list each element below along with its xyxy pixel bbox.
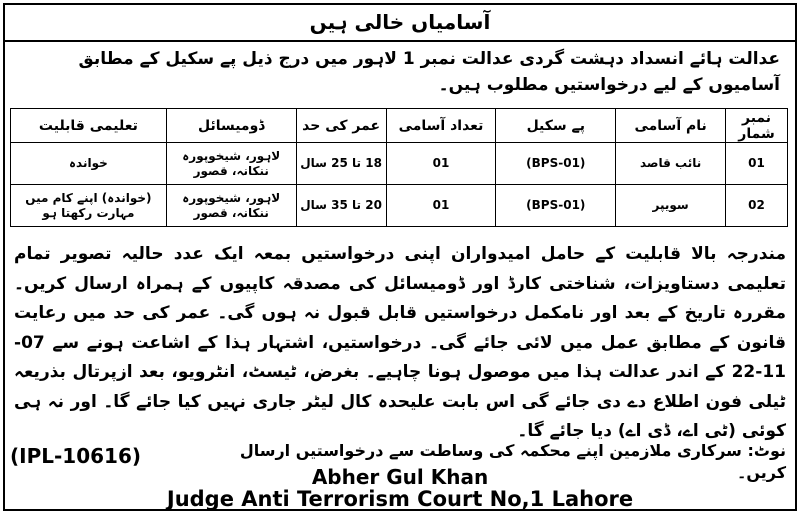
- signer-name: Abher Gul Khan: [311, 465, 489, 489]
- header-education: تعلیمی قابلیت: [11, 109, 167, 143]
- table-header-row: [11, 109, 788, 143]
- vacancy-table: [10, 108, 788, 227]
- signer-designation: Judge Anti Terrorism Court No,1 Lahore: [166, 487, 634, 511]
- cell-serial: 01: [726, 143, 788, 185]
- intro-paragraph: عدالت ہائے انسداد دہشت گردی عدالت نمبر 1 لاہور میں درج ذیل پے سکیل کے مطابق آسامیوں کے لیے درخواستیں مطلوب ہیں۔: [78, 49, 780, 95]
- header-age-limit: عمر کی حد: [296, 109, 386, 143]
- ipl-reference: (IPL-10616): [10, 444, 142, 468]
- cell-post-name: نائب قاصد: [616, 143, 726, 185]
- table-row: [11, 143, 788, 185]
- header-serial: نمبر شمار: [726, 109, 788, 143]
- cell-education: خواندہ: [11, 143, 167, 185]
- header-domicile: ڈومیسائل: [166, 109, 296, 143]
- header-post-name: نام آسامی: [616, 109, 726, 143]
- cell-post-count: 01: [386, 143, 496, 185]
- cell-pay-scale: (BPS-01): [496, 185, 616, 227]
- table-row: [11, 185, 788, 227]
- cell-pay-scale: (BPS-01): [496, 143, 616, 185]
- note-text: نوٹ: سرکاری ملازمین اپنے محکمہ کی وساطت سے درخواستیں ارسال کریں۔: [239, 441, 786, 482]
- header-post-count: تعداد آسامی: [386, 109, 496, 143]
- header-pay-scale: پے سکیل: [496, 109, 616, 143]
- banner-title: آسامیاں خالی ہیں: [309, 10, 491, 34]
- cell-domicile: لاہور، شیخوپورہ ننکانہ، قصور: [166, 185, 296, 227]
- cell-education: (خواندہ) اپنے کام میں مہارت رکھتا ہو: [11, 185, 167, 227]
- cell-age-limit: 18 تا 25 سال: [296, 143, 386, 185]
- cell-domicile: لاہور، شیخوپورہ ننکانہ، قصور: [166, 143, 296, 185]
- cell-post-name: سویپر: [616, 185, 726, 227]
- cell-age-limit: 20 تا 35 سال: [296, 185, 386, 227]
- banner-divider: [4, 40, 796, 42]
- instructions-paragraph: مندرجہ بالا قابلیت کے حامل امیدواران اپنی درخواستیں بمعہ ایک عدد حالیہ تصویر تمام تعلیمی دستاویزات، شناختی کارڈ اور ڈومیسائل کی مصدقہ کاپیوں کے ہمراہ ارسال کریں۔ مقررہ تاریخ کے بعد اور نامکمل درخواستیں قابل قبول نہ ہوں گی۔ عمر کی حد میں رعایت قانون کے مطابق عمل میں لائی جائے گی۔ درخواستیں، اشتہار ہذا کے اشاعت ہونے سے 07-11-22 کے اندر عدالت ہذا میں موصول ہونا چاہیے۔ بغرض، ٹیسٹ، انٹرویو، بعد ازپرتال بذریعہ ٹیلی فون اطلاع دے دی جائے گی اس بابت علیحدہ کال لیٹر جاری نہیں کیا جائے گا۔ اور نہ ہی کوئی (ٹی اے، ڈی اے) دیا جائے گا۔: [14, 244, 786, 441]
- cell-serial: 02: [726, 185, 788, 227]
- cell-post-count: 01: [386, 185, 496, 227]
